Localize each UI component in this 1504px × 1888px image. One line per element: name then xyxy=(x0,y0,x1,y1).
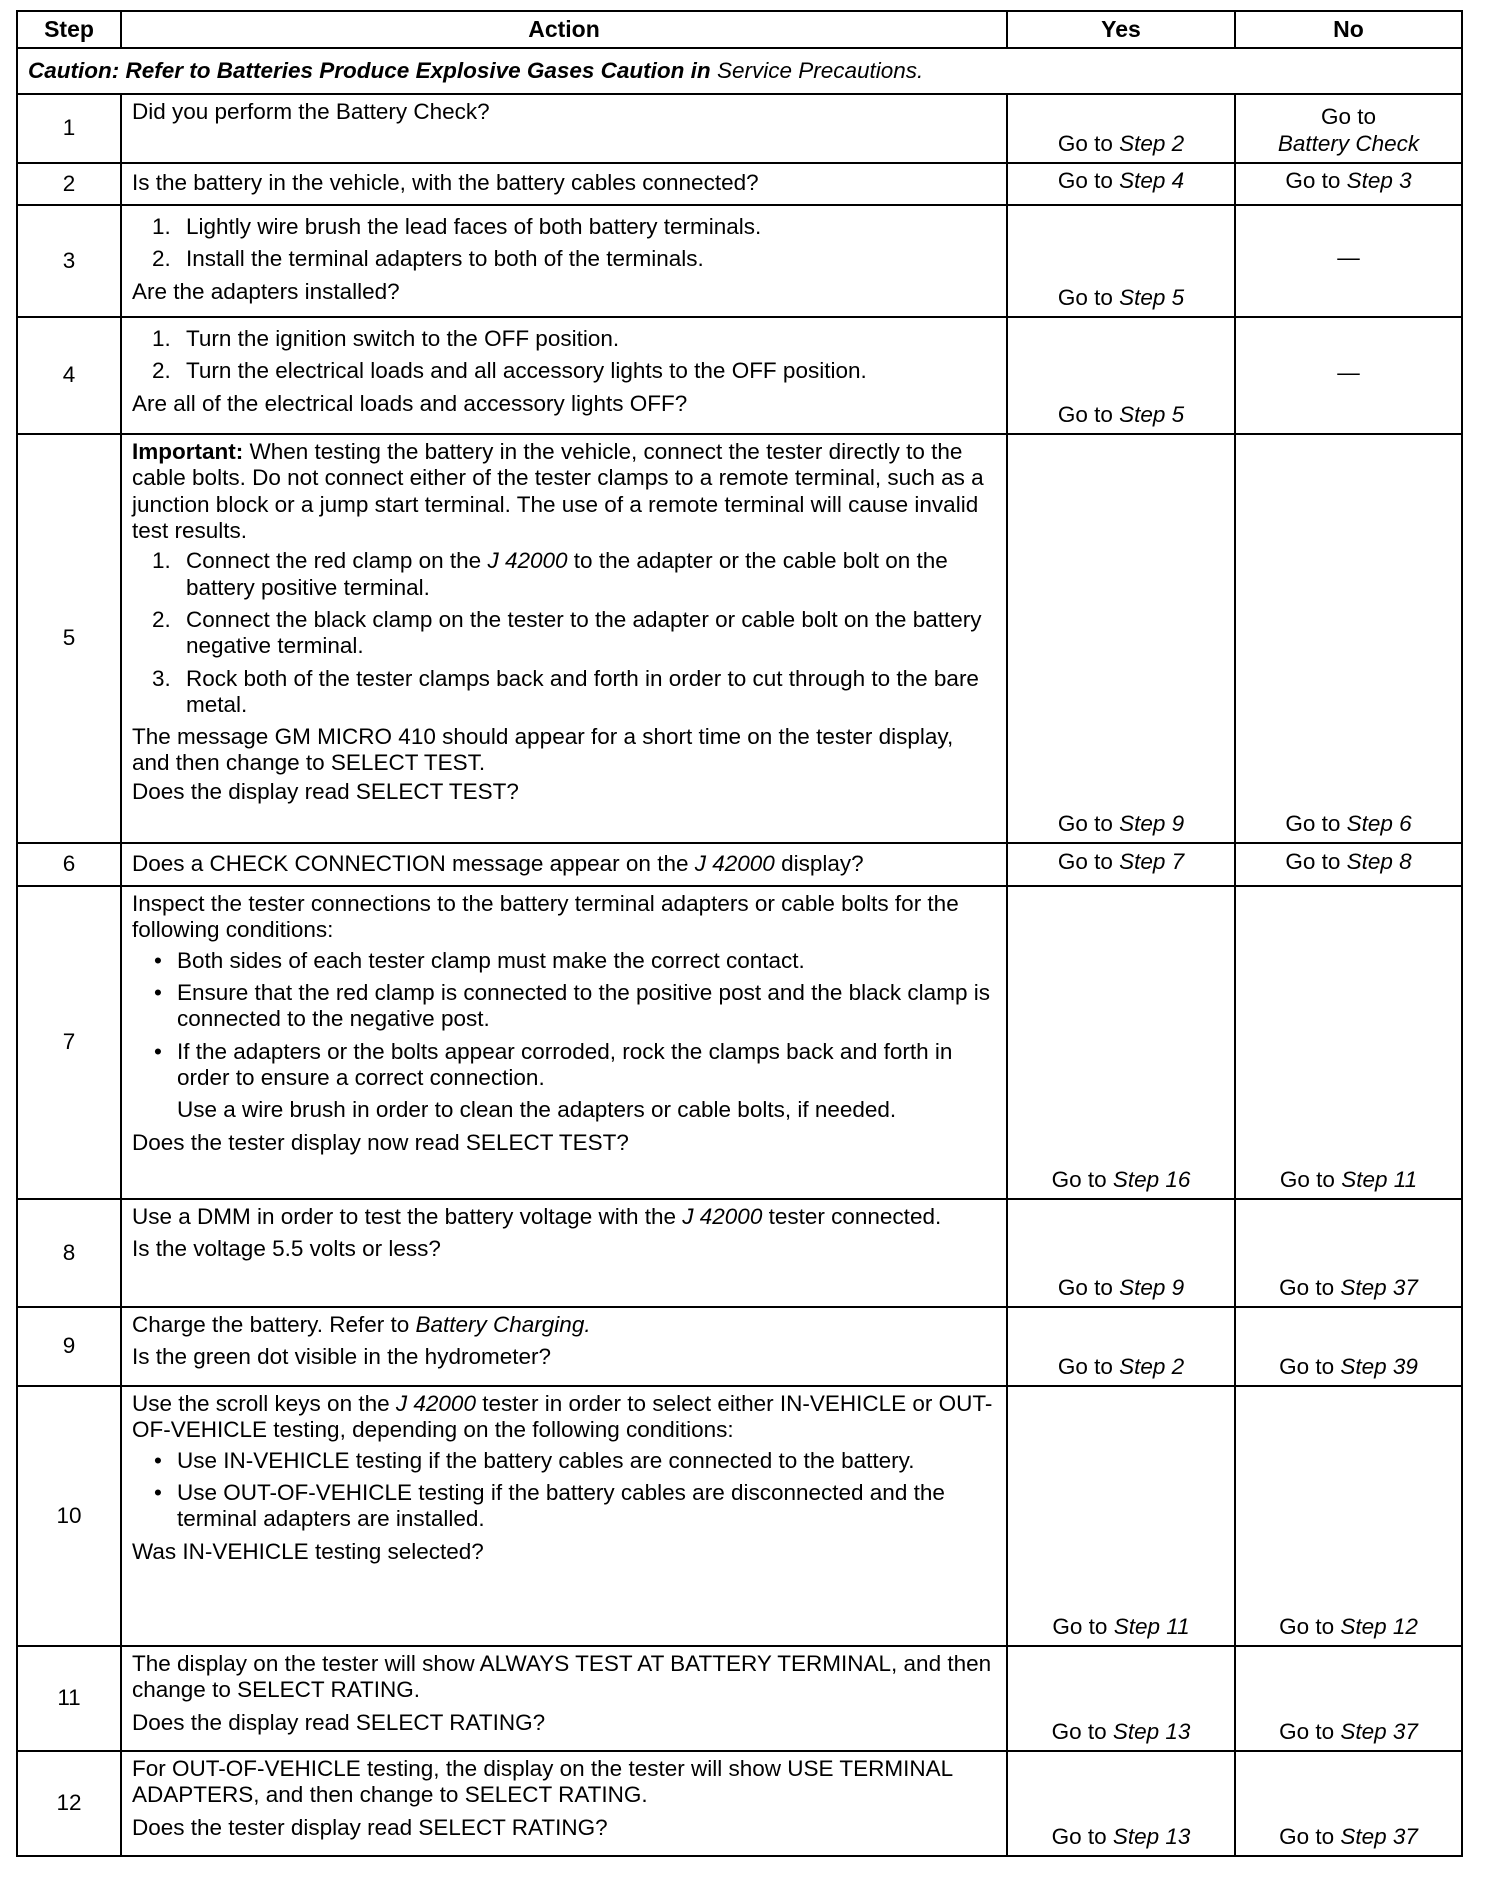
action-cell xyxy=(121,434,1007,843)
tool-name: J 42000 xyxy=(395,1391,476,1416)
list-item-text: If the adapters or the bolts appear corroded, rock the clamps back and forth in order to ensure a correct connection. xyxy=(177,1038,953,1090)
no-target: Step 8 xyxy=(1346,848,1412,874)
list-item: 3. Rock both of the tester clamps back and forth in order to cut through to the bare metal. xyxy=(177,666,996,719)
yes-cell xyxy=(1007,1751,1235,1856)
no-cell xyxy=(1235,843,1462,886)
no-cell xyxy=(1235,163,1462,205)
go-to-label: Go to xyxy=(1279,1823,1335,1849)
question-text: Are all of the electrical loads and accessory lights OFF? xyxy=(132,390,688,416)
go-to-label: Go to xyxy=(1279,1353,1335,1379)
numbered-list xyxy=(132,326,996,385)
yes-cell xyxy=(1007,317,1235,434)
action-cell xyxy=(121,1646,1007,1751)
tool-name: J 42000 xyxy=(487,548,568,574)
go-to-label: Go to xyxy=(1285,810,1341,836)
go-to-label: Go to xyxy=(1057,1353,1113,1379)
list-item: 2. Connect the black clamp on the tester to the adapter or cable bolt on the battery negative terminal. xyxy=(177,607,996,660)
yes-cell xyxy=(1007,1386,1235,1646)
table-row xyxy=(17,1646,1462,1751)
numbered-list xyxy=(132,214,996,273)
yes-target: Step 13 xyxy=(1112,1718,1191,1744)
step-number: 7 xyxy=(17,886,121,1199)
go-to-label: Go to xyxy=(1057,284,1113,310)
go-to-label: Go to xyxy=(1057,1274,1113,1300)
yes-target: Step 2 xyxy=(1119,1353,1185,1379)
intro-text-part: Use a DMM in order to test the battery voltage with the xyxy=(132,1204,676,1229)
yes-target: Step 5 xyxy=(1119,401,1185,427)
list-item-text: Both sides of each tester clamp must make the correct contact. xyxy=(177,947,805,973)
question-text: Is the green dot visible in the hydrometer? xyxy=(132,1344,551,1370)
list-item: • Both sides of each tester clamp must make the correct contact. xyxy=(154,947,805,973)
question-text-part: display? xyxy=(781,850,864,876)
no-target: Step 37 xyxy=(1340,1274,1418,1300)
question-text: Are the adapters installed? xyxy=(132,278,400,304)
message-text: The message GM MICRO 410 should appear for a short time on the tester display, and then change to SELECT TEST. xyxy=(132,724,954,776)
step-number: 2 xyxy=(17,163,121,205)
list-item: 2. Install the terminal adapters to both of the terminals. xyxy=(177,246,996,272)
question-text: Does the tester display read SELECT RATING? xyxy=(132,1814,608,1840)
step-number: 11 xyxy=(17,1646,121,1751)
intro-text: Inspect the tester connections to the battery terminal adapters or cable bolts for the following conditions: xyxy=(132,891,959,943)
caution-text: Caution: Refer to Batteries Produce Explosive Gases Caution in xyxy=(28,57,711,83)
table-row xyxy=(17,886,1462,1199)
list-item-text: Use OUT-OF-VEHICLE testing if the battery cables are disconnected and the terminal adapters are installed. xyxy=(177,1479,945,1532)
question-text: Does the tester display now read SELECT TEST? xyxy=(132,1129,629,1155)
table-row xyxy=(17,317,1462,434)
yes-cell xyxy=(1007,1307,1235,1386)
yes-target: Step 4 xyxy=(1119,168,1185,194)
intro-text: The display on the tester will show ALWAYS TEST AT BATTERY TERMINAL, and then change to SELECT RATING. xyxy=(132,1651,992,1703)
no-cell xyxy=(1235,1751,1462,1856)
list-item: 1. Lightly wire brush the lead faces of both battery terminals. xyxy=(177,214,996,240)
yes-cell xyxy=(1007,163,1235,205)
table-row xyxy=(17,1199,1462,1307)
go-to-label: Go to xyxy=(1057,810,1113,836)
bullet-list xyxy=(132,1448,996,1533)
action-cell xyxy=(121,843,1007,886)
yes-cell xyxy=(1007,205,1235,317)
important-text: When testing the battery in the vehicle, connect the tester directly to the cable bolts. Do not connect either of the tester clamps to a remote terminal, such as a junction block or a jump start terminal. The use of a remote terminal will cause invalid test results. xyxy=(132,439,984,543)
yes-target: Step 11 xyxy=(1113,1613,1190,1639)
action-cell xyxy=(121,205,1007,317)
caution-reference: Service Precautions. xyxy=(716,57,924,83)
yes-cell xyxy=(1007,434,1235,843)
go-to-label: Go to xyxy=(1285,848,1341,874)
table-row xyxy=(17,163,1462,205)
action-cell xyxy=(121,94,1007,163)
no-cell xyxy=(1235,1199,1462,1307)
yes-cell xyxy=(1007,94,1235,163)
list-item: • Ensure that the red clamp is connected to the positive post and the black clamp is connected to the negative post. xyxy=(154,979,990,1032)
no-cell xyxy=(1235,1646,1462,1751)
step-number: 4 xyxy=(17,317,121,434)
list-item-text: Connect the red clamp on the xyxy=(186,548,482,574)
question-text: Did you perform the Battery Check? xyxy=(132,99,490,124)
go-to-label: Go to xyxy=(1057,848,1113,874)
yes-target: Step 16 xyxy=(1112,1166,1191,1192)
question-text xyxy=(132,851,996,877)
list-item xyxy=(177,548,996,601)
table-row xyxy=(17,843,1462,886)
action-cell xyxy=(121,1751,1007,1856)
table-row xyxy=(17,434,1462,843)
action-cell xyxy=(121,163,1007,205)
step-number: 8 xyxy=(17,1199,121,1307)
bullet-list xyxy=(132,948,996,1124)
table-row xyxy=(17,94,1462,163)
no-cell: — xyxy=(1235,205,1462,317)
yes-target: Step 13 xyxy=(1112,1823,1191,1849)
no-target: Step 11 xyxy=(1341,1166,1418,1192)
no-target: Step 12 xyxy=(1340,1613,1418,1639)
action-cell xyxy=(121,1199,1007,1307)
intro-text xyxy=(132,1312,996,1338)
question-text: Is the battery in the vehicle, with the battery cables connected? xyxy=(132,170,759,196)
no-cell xyxy=(1235,886,1462,1199)
step-number: 10 xyxy=(17,1386,121,1646)
go-to-label: Go to xyxy=(1052,1613,1108,1639)
question-text: Does the display read SELECT TEST? xyxy=(132,778,519,804)
header-step: Step xyxy=(17,11,121,48)
no-target: Step 37 xyxy=(1340,1718,1418,1744)
header-no: No xyxy=(1235,11,1462,48)
yes-target: Step 9 xyxy=(1119,1274,1185,1300)
go-to-label: Go to xyxy=(1051,1718,1107,1744)
yes-cell xyxy=(1007,1199,1235,1307)
intro-text-part: Use the scroll keys on the xyxy=(132,1391,390,1416)
list-item-text: Ensure that the red clamp is connected to the positive post and the black clamp is connected to the negative post. xyxy=(177,979,990,1032)
caution-note xyxy=(17,48,1462,94)
intro-text: For OUT-OF-VEHICLE testing, the display on the tester will show USE TERMINAL ADAPTERS, and then change to SELECT RATING. xyxy=(132,1756,953,1808)
go-to-label: Go to xyxy=(1320,104,1377,130)
action-cell xyxy=(121,1307,1007,1386)
question-text: Is the voltage 5.5 volts or less? xyxy=(132,1236,441,1262)
yes-target: Step 9 xyxy=(1119,810,1185,836)
no-target: Step 39 xyxy=(1340,1353,1418,1379)
go-to-label: Go to xyxy=(1051,1823,1107,1849)
numbered-list xyxy=(132,548,996,718)
go-to-label: Go to xyxy=(1057,130,1113,156)
intro-text-part: tester connected. xyxy=(768,1204,942,1229)
tool-name: J 42000 xyxy=(694,850,775,876)
step-number: 1 xyxy=(17,94,121,163)
no-cell xyxy=(1235,1386,1462,1646)
list-item-text: to the adapter or the cable bolt on the battery positive terminal. xyxy=(186,548,948,600)
list-item: • If the adapters or the bolts appear corroded, rock the clamps back and forth in order to ensure a correct connection. Use a wire brush in order to clean the adapters or cable bolts, if needed. xyxy=(177,1039,996,1124)
go-to-label: Go to xyxy=(1279,1274,1335,1300)
sub-note: Use a wire brush in order to clean the adapters or cable bolts, if needed. xyxy=(177,1097,897,1123)
no-target: Battery Check xyxy=(1277,130,1420,156)
diagnostic-table xyxy=(16,10,1463,1857)
question-text: Does the display read SELECT RATING? xyxy=(132,1709,546,1735)
step-number: 6 xyxy=(17,843,121,886)
important-label: Important: xyxy=(132,439,244,464)
no-cell: — xyxy=(1235,317,1462,434)
no-cell xyxy=(1235,434,1462,843)
caution-row xyxy=(17,48,1462,94)
intro-text-part: Charge the battery. Refer to xyxy=(132,1312,410,1337)
yes-cell xyxy=(1007,1646,1235,1751)
header-row xyxy=(17,11,1462,48)
header-yes: Yes xyxy=(1007,11,1235,48)
go-to-label: Go to xyxy=(1285,168,1341,194)
intro-text xyxy=(132,1391,996,1444)
reference-link: Battery Charging. xyxy=(415,1312,591,1337)
important-note xyxy=(132,439,996,544)
action-cell xyxy=(121,886,1007,1199)
no-cell xyxy=(1235,94,1462,163)
step-number: 5 xyxy=(17,434,121,843)
list-item-text: Use IN-VEHICLE testing if the battery cables are connected to the battery. xyxy=(177,1447,915,1473)
no-cell xyxy=(1235,1307,1462,1386)
no-target: Step 37 xyxy=(1340,1823,1418,1849)
list-item: • Use IN-VEHICLE testing if the battery cables are connected to the battery. xyxy=(154,1447,915,1473)
go-to-label: Go to xyxy=(1051,1166,1107,1192)
list-item: • Use OUT-OF-VEHICLE testing if the battery cables are disconnected and the terminal adapters are installed. xyxy=(154,1479,945,1532)
yes-target: Step 2 xyxy=(1119,130,1185,156)
list-item: 1. Turn the ignition switch to the OFF position. xyxy=(177,326,996,352)
action-cell xyxy=(121,317,1007,434)
step-number: 9 xyxy=(17,1307,121,1386)
table-row xyxy=(17,205,1462,317)
no-target: Step 3 xyxy=(1346,168,1412,194)
yes-target: Step 7 xyxy=(1119,848,1185,874)
go-to-label: Go to xyxy=(1057,168,1113,194)
no-target: Step 6 xyxy=(1346,810,1412,836)
go-to-label: Go to xyxy=(1279,1718,1335,1744)
go-to-label: Go to xyxy=(1057,401,1113,427)
table-row xyxy=(17,1307,1462,1386)
step-number: 12 xyxy=(17,1751,121,1856)
yes-cell xyxy=(1007,843,1235,886)
list-item: 2. Turn the electrical loads and all accessory lights to the OFF position. xyxy=(177,358,996,384)
question-text: Was IN-VEHICLE testing selected? xyxy=(132,1538,484,1564)
yes-cell xyxy=(1007,886,1235,1199)
action-cell xyxy=(121,1386,1007,1646)
intro-text xyxy=(132,1204,996,1230)
header-action: Action xyxy=(121,11,1007,48)
tool-name: J 42000 xyxy=(682,1204,763,1229)
go-to-label: Go to xyxy=(1279,1613,1335,1639)
table-row xyxy=(17,1751,1462,1856)
go-to-label: Go to xyxy=(1279,1166,1335,1192)
step-number: 3 xyxy=(17,205,121,317)
yes-target: Step 5 xyxy=(1119,284,1185,310)
intro-text-part: tester in order to select either IN-VEHICLE or OUT-OF-VEHICLE testing, depending on the following conditions: xyxy=(132,1391,993,1443)
question-text-part: Does a CHECK CONNECTION message appear on the xyxy=(132,850,689,876)
table-row xyxy=(17,1386,1462,1646)
